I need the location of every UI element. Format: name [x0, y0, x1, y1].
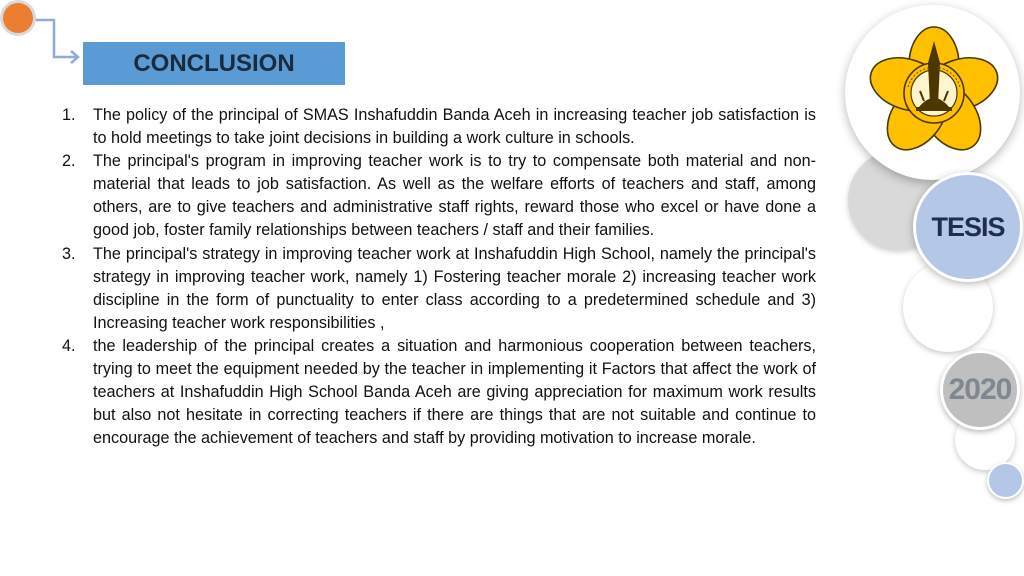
university-logo-icon — [845, 5, 1020, 180]
list-text: The policy of the principal of SMAS Inshafuddin Banda Aceh in increasing teacher job satisfaction is to hold meetings to take joint decisions in building a work culture in schools. — [93, 106, 816, 148]
orange-dot-icon — [3, 3, 33, 33]
conclusion-list — [62, 104, 816, 450]
list-number: 2. — [62, 152, 76, 171]
list-text: The principal's strategy in improving teacher work at Inshafuddin High School, namely the principal's strategy in improving teacher work, namely 1) Fostering teacher morale 2) increasing teacher work discipline in the form of punctuality to enter class according to a predetermined schedule and 3) Increasing teacher work responsibilities , — [93, 244, 816, 332]
list-number: 1. — [62, 106, 76, 124]
tesis-label: TESIS — [931, 211, 1005, 242]
list-text: The principal's program in improving teacher work is to try to compensate both material and non-material that leads to job satisfaction. As well as the welfare efforts of teachers and staff, among others, are to give teachers and administrative staff rights, reward those who excel or have done a good job, foster family relationships between teachers / staff and their families. — [93, 152, 816, 240]
list-text: the leadership of the principal creates a situation and harmonious cooperation between teachers, trying to meet the equipment needed by the teacher in implementing it Factors that affect the work of teachers at Inshafuddin High School Banda Aceh are giving appreciation for maximum work results but also not hesitate in correcting teachers if there are things that are not suitable and continue to encourage the achievement of teachers and staff by providing motivation to increase morale. — [93, 336, 816, 448]
list-item — [62, 335, 816, 450]
list-item — [62, 243, 816, 335]
year-label: 2020 — [948, 373, 1012, 406]
corner-decoration — [0, 0, 90, 70]
section-heading-box — [83, 42, 345, 85]
list-number: 3. — [62, 244, 76, 263]
section-heading: CONCLUSION — [133, 49, 295, 77]
deco-bubble — [987, 462, 1024, 499]
year-badge — [940, 350, 1020, 430]
list-item — [62, 150, 816, 242]
list-number: 4. — [62, 336, 76, 355]
university-logo-badge — [845, 5, 1020, 180]
list-item — [62, 104, 816, 150]
tesis-badge — [913, 172, 1023, 282]
